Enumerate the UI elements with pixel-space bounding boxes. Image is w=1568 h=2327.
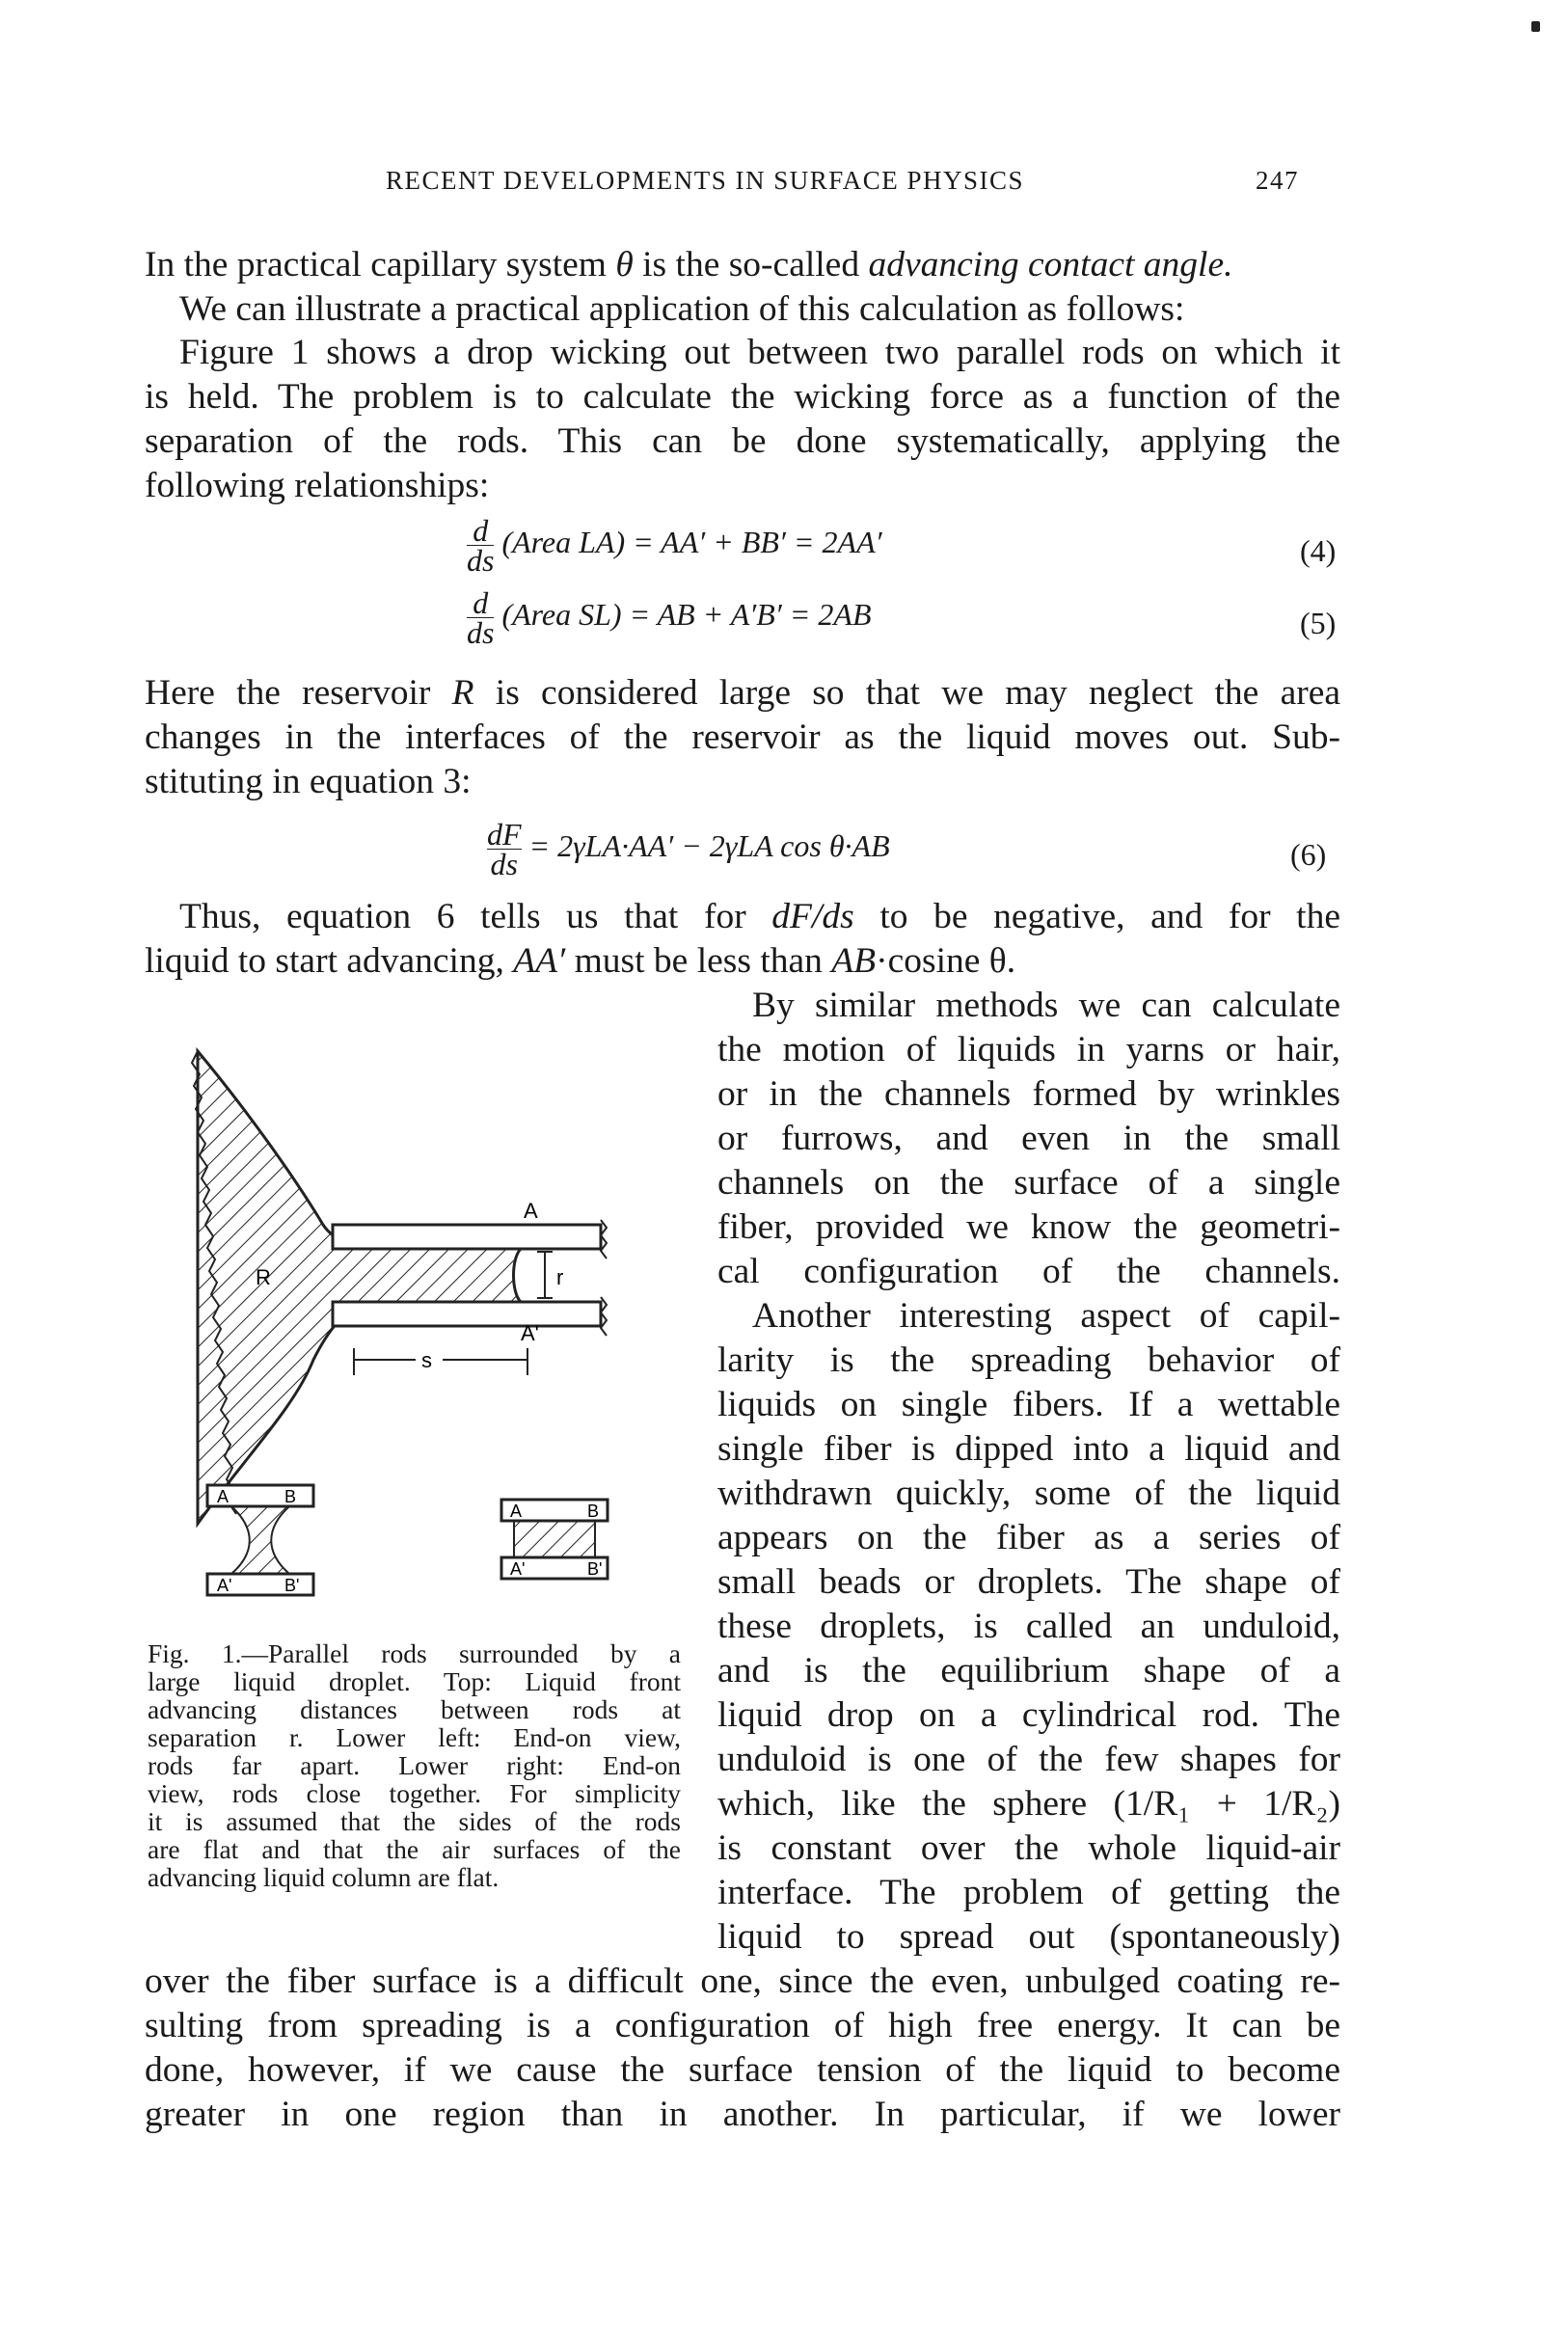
para7-line17: sulting from spreading is a configuration of high free energy. It can be <box>145 2006 1340 2045</box>
droplet-region <box>198 1051 521 1524</box>
para7-line16: over the fiber surface is a difficult one, since the even, unbulged coating re- <box>145 1962 1340 2001</box>
label-s: s <box>421 1348 432 1372</box>
endview-right-label-B-prime: B' <box>587 1559 603 1579</box>
para7-line18: done, however, if we cause the surface tension of the liquid to become <box>145 2050 1340 2090</box>
para4-line1: Here the reservoir R is considered large so that we may neglect the area <box>145 673 1340 713</box>
para5-line1: Thus, equation 6 tells us that for dF/ds to be negative, and for the <box>179 897 1340 936</box>
endview-left-label-B: B <box>284 1487 297 1506</box>
para7-line5: withdrawn quickly, some of the liquid <box>717 1474 1340 1513</box>
equation-4: $\frac{d}{ds}$ (Area LA) = AA′ + BB′ = 2AA′ <box>467 513 882 578</box>
para5-line2: liquid to start advancing, AA′ must be less than AB·cosine θ. <box>145 941 1016 981</box>
para7-line4: single fiber is dipped into a liquid and <box>717 1429 1340 1469</box>
para7-line15: liquid to spread out (spontaneously) <box>717 1917 1340 1957</box>
para1-line1: In the practical capillary system θ is the so-called advancing contact angle. <box>145 245 1233 284</box>
caption-line1: Fig. 1.—Parallel rods surrounded by a <box>148 1638 681 1668</box>
para4-line3: stituting in equation 3: <box>145 762 472 801</box>
eq5-derivative: $\frac{d}{ds}$ <box>467 585 495 650</box>
caption-line6: view, rods close together. For simplicity <box>148 1778 681 1808</box>
label-A: A <box>524 1199 538 1223</box>
para7-line3: liquids on single fibers. If a wettable <box>717 1385 1340 1424</box>
caption-line2: large liquid droplet. Top: Liquid front <box>148 1666 681 1696</box>
para7-line2: larity is the spreading behavior of <box>717 1340 1340 1380</box>
para3-line3: separation of the rods. This can be done systematically, applying the <box>145 421 1340 461</box>
para7-line10: liquid drop on a cylindrical rod. The <box>717 1695 1340 1735</box>
label-A-prime: A' <box>521 1321 539 1345</box>
para7-line19: greater in one region than in another. In particular, if we lower <box>145 2095 1340 2134</box>
corner-mark <box>1531 21 1540 32</box>
header-title: RECENT DEVELOPMENTS IN SURFACE PHYSICS <box>386 166 1025 195</box>
endview-left-label-A: A <box>217 1487 230 1506</box>
endview-right-liquid <box>514 1521 595 1557</box>
para2-line1: We can illustrate a practical application of this calculation as follows: <box>179 289 1185 329</box>
label-r: r <box>556 1265 564 1289</box>
endview-left-label-A-prime: A' <box>217 1576 232 1595</box>
para7-line9: and is the equilibrium shape of a <box>717 1651 1340 1691</box>
para7-line7: small beads or droplets. The shape of <box>717 1562 1340 1602</box>
para6-line2: the motion of liquids in yarns or hair, <box>717 1030 1340 1069</box>
upper-rod <box>333 1225 601 1249</box>
para6-line3: or in the channels formed by wrinkles <box>717 1074 1340 1114</box>
para6-line5: channels on the surface of a single <box>717 1163 1340 1203</box>
para7-line1: Another interesting aspect of capil- <box>752 1296 1340 1336</box>
caption-line9: advancing liquid column are flat. <box>148 1862 500 1892</box>
para6-line7: cal configuration of the channels. <box>717 1252 1340 1291</box>
figure-1 <box>188 1032 651 1610</box>
endview-right-label-A-prime: A' <box>510 1559 526 1579</box>
para7-line8: these droplets, is called an unduloid, <box>717 1607 1340 1646</box>
para7-line6: appears on the fiber as a series of <box>717 1518 1340 1557</box>
eq4-derivative: $\frac{d}{ds}$ <box>467 513 495 578</box>
eq6-derivative: $\frac{dF}{ds}$ <box>487 817 522 881</box>
equation-6: $\frac{dF}{ds}$ = 2γLA·AA′ − 2γLA cos θ·AB <box>487 817 890 881</box>
para6-line1: By similar methods we can calculate <box>752 986 1340 1025</box>
endview-right-label-A: A <box>510 1502 523 1521</box>
caption-line4: separation r. Lower left: End-on view, <box>148 1722 681 1752</box>
page-number: 247 <box>1256 166 1299 195</box>
para7-line14: interface. The problem of getting the <box>717 1873 1340 1912</box>
eq4-label: (4) <box>1300 533 1337 568</box>
para4-line2: changes in the interfaces of the reservoir as the liquid moves out. Sub- <box>145 717 1340 757</box>
para6-line6: fiber, provided we know the geometri- <box>717 1207 1340 1247</box>
running-header <box>0 166 1568 204</box>
para3-line1: Figure 1 shows a drop wicking out between two parallel rods on which it <box>179 333 1340 372</box>
para7-line13: is constant over the whole liquid-air <box>717 1828 1340 1868</box>
endview-left-label-B-prime: B' <box>284 1576 300 1595</box>
para3-line2: is held. The problem is to calculate the wicking force as a function of the <box>145 377 1340 417</box>
label-R: R <box>256 1265 271 1289</box>
eq5-label: (5) <box>1300 606 1337 640</box>
eq6-label: (6) <box>1290 837 1327 872</box>
endview-right-label-B: B <box>587 1502 600 1521</box>
caption-line3: advancing distances between rods at <box>148 1694 681 1724</box>
caption-line7: it is assumed that the sides of the rods <box>148 1806 681 1836</box>
para7-line11: unduloid is one of the few shapes for <box>717 1740 1340 1779</box>
caption-line8: are flat and that the air surfaces of the <box>148 1834 681 1864</box>
para7-line12: which, like the sphere (1/R₁ + 1/R₂) <box>717 1784 1340 1824</box>
equation-5: $\frac{d}{ds}$ (Area SL) = AB + A′B′ = 2AB <box>467 585 872 650</box>
caption-line5: rods far apart. Lower right: End-on <box>148 1750 681 1780</box>
para6-line4: or furrows, and even in the small <box>717 1119 1340 1158</box>
para3-line4: following relationships: <box>145 466 490 505</box>
lower-rod <box>333 1302 601 1326</box>
endview-left-liquid <box>231 1506 289 1574</box>
